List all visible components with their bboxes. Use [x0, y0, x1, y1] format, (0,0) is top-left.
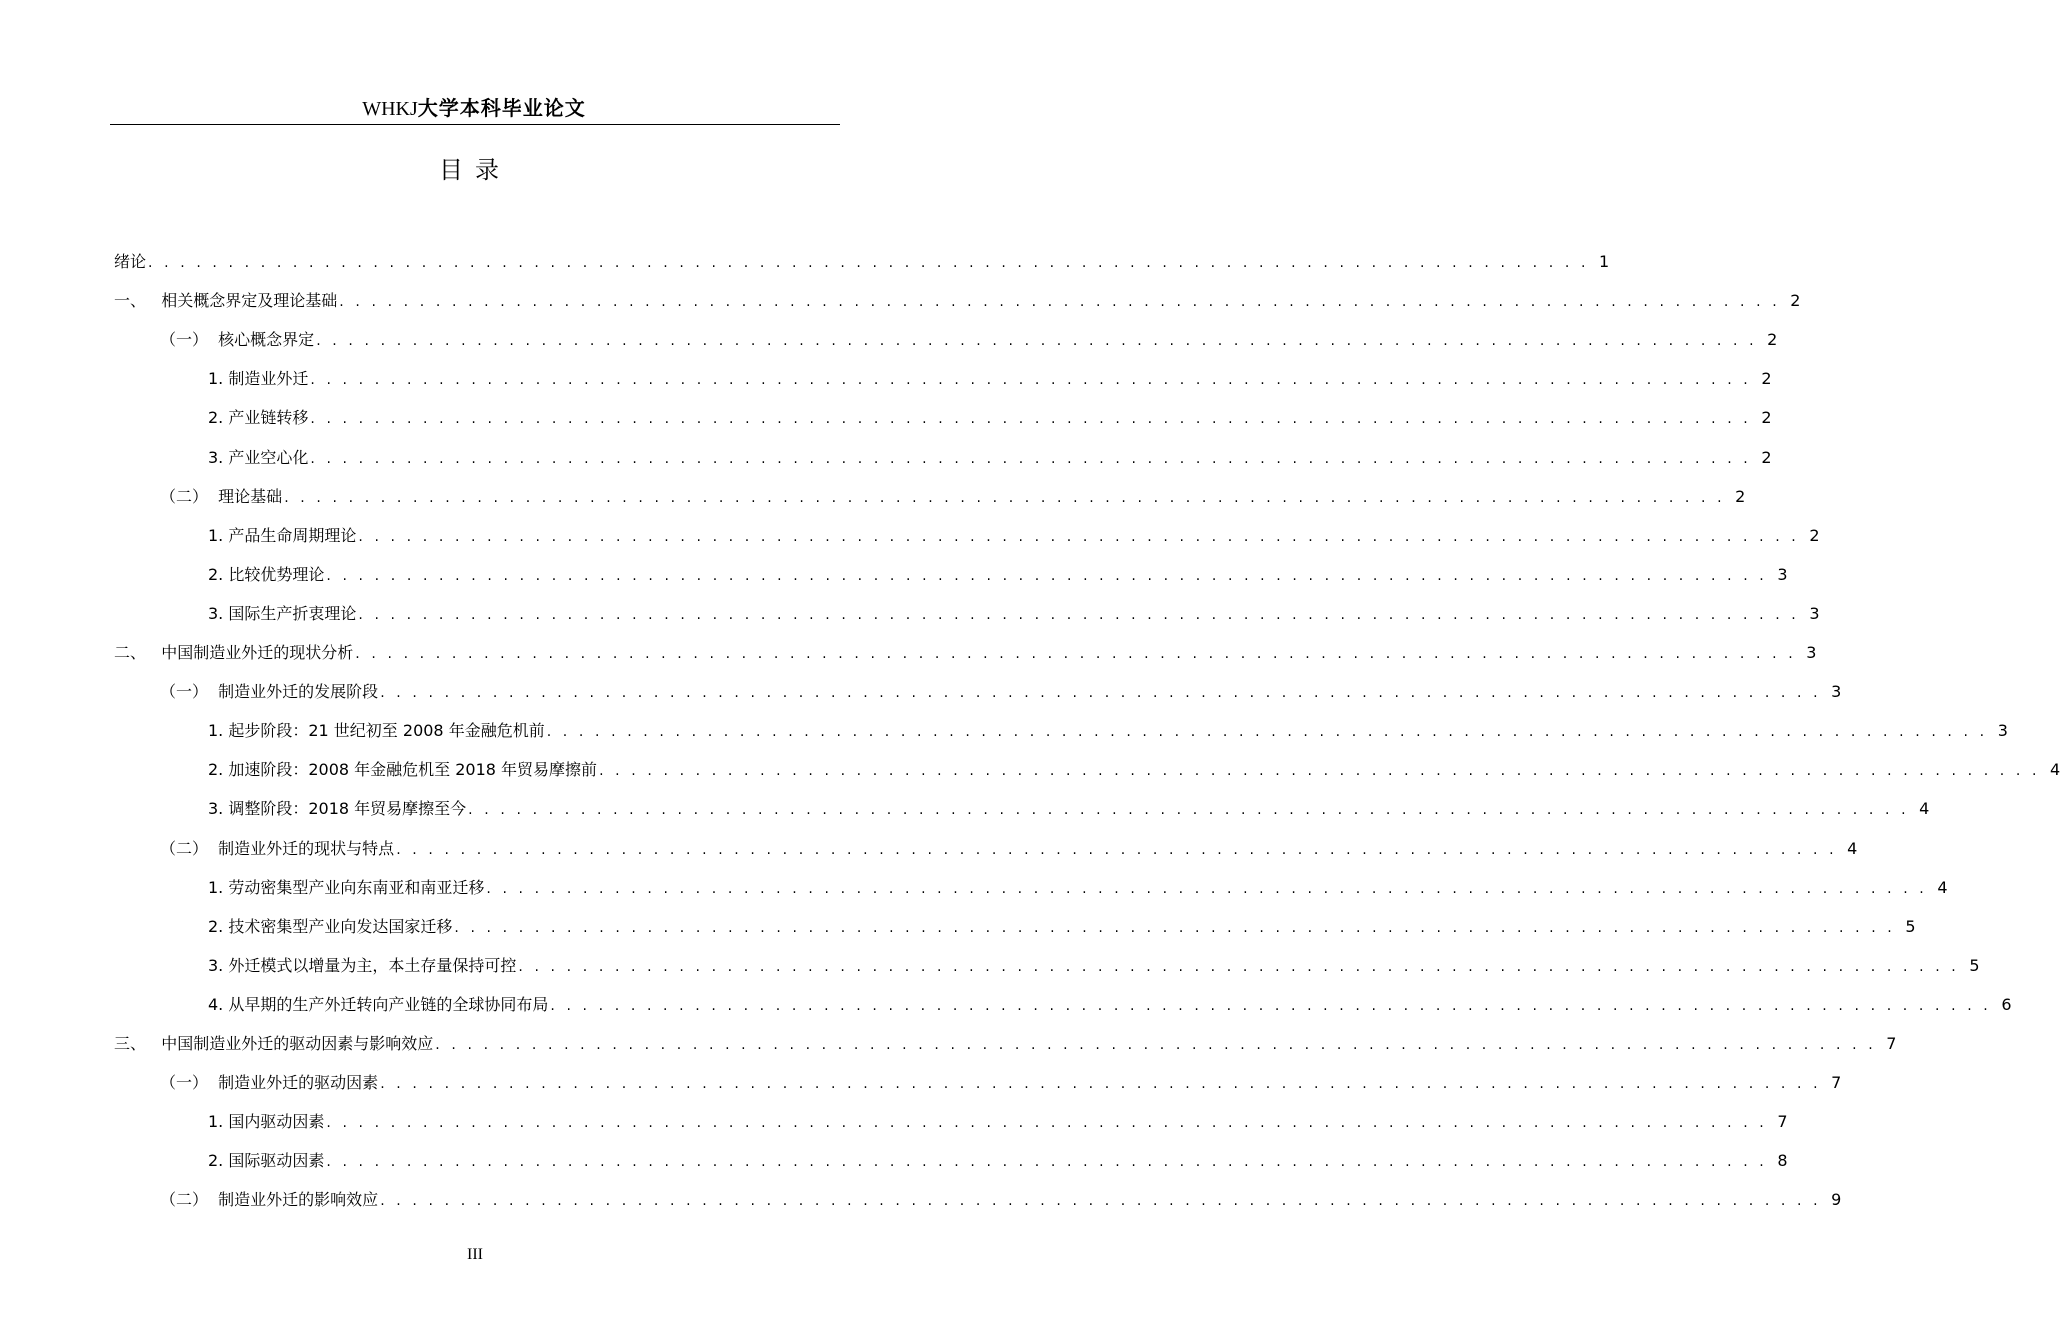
- toc-entry-page: 4: [1919, 799, 1930, 819]
- toc-entry[interactable]: [208, 561, 1788, 589]
- toc-entry[interactable]: [208, 913, 1916, 941]
- running-header: [110, 94, 838, 122]
- toc-dot-leader: . . . . . . . . . . . . . . . . . . . . . . . . . . . . . . . . . . . . . . . . . . . . . . . . . . . . . . . . . . . . . . . . . . . . . . . . . . . . . . . . . . . . . . . . . .: [310, 450, 1752, 467]
- toc-entry-label: 3. 外迁模式以增量为主，本土存量保持可控: [208, 955, 517, 975]
- toc-entry-label: （一） 制造业外迁的发展阶段: [160, 682, 379, 702]
- toc-entry[interactable]: [160, 835, 1858, 863]
- toc-entry-page: 2: [1809, 525, 1820, 545]
- toc-entry[interactable]: [208, 717, 2008, 745]
- toc-entry[interactable]: [208, 756, 2060, 784]
- toc-entry-page: 5: [1969, 955, 1980, 975]
- toc-entry-page: 2: [1767, 330, 1778, 350]
- toc-entry-label: 2. 国际驱动因素: [208, 1151, 325, 1171]
- toc-entry-label: 3. 国际生产折衷理论: [208, 603, 357, 623]
- footer-page-number: III: [467, 1246, 483, 1263]
- toc-entry[interactable]: [208, 404, 1772, 432]
- toc-dot-leader: . . . . . . . . . . . . . . . . . . . . . . . . . . . . . . . . . . . . . . . . . . . . . . . . . . . . . . . . . . . . . . . . . . . . . . . . . . . . . . . . . . . . . . . . . .: [326, 1154, 1768, 1171]
- toc-entry[interactable]: [114, 1030, 1897, 1058]
- toc-entry[interactable]: [160, 1186, 1842, 1214]
- toc-entry-page: 2: [1790, 291, 1801, 311]
- toc-dot-leader: . . . . . . . . . . . . . . . . . . . . . . . . . . . . . . . . . . . . . . . . . . . . . . . . . . . . . . . . . . . . . . . . . . . . . . . . . . . . . . . . . . . . . . . . . .: [358, 528, 1800, 545]
- toc-entry[interactable]: [208, 991, 2012, 1019]
- toc-entry-page: 2: [1761, 369, 1772, 389]
- toc-entry-page: 7: [1777, 1112, 1788, 1132]
- toc-entry[interactable]: [208, 600, 1820, 628]
- toc-entry[interactable]: [160, 678, 1842, 706]
- toc-dot-leader: . . . . . . . . . . . . . . . . . . . . . . . . . . . . . . . . . . . . . . . . . . . . . . . . . . . . . . . . . . . . . . . . . . . . . . . . . . . . . . . . . . . . . . . . . .: [326, 567, 1768, 584]
- toc-entry[interactable]: [160, 326, 1778, 354]
- toc-entry[interactable]: [208, 874, 1948, 902]
- toc-entry-page: 5: [1905, 916, 1916, 936]
- toc-entry[interactable]: [160, 1069, 1842, 1097]
- header-rule: [110, 124, 840, 125]
- toc-dot-leader: . . . . . . . . . . . . . . . . . . . . . . . . . . . . . . . . . . . . . . . . . . . . . . . . . . . . . . . . . . . . . . . . . . . . . . . . . . . . . . . . . . . . . . . . . .: [396, 841, 1838, 858]
- toc-entry-page: 7: [1831, 1073, 1842, 1093]
- toc-entry-page: 4: [1847, 838, 1858, 858]
- toc-entry-label: （二） 制造业外迁的影响效应: [160, 1190, 379, 1210]
- toc-dot-leader: . . . . . . . . . . . . . . . . . . . . . . . . . . . . . . . . . . . . . . . . . . . . . . . . . . . . . . . . . . . . . . . . . . . . . . . . . . . . . . . . . . . . . . . . . .: [326, 1115, 1768, 1132]
- toc-entry-page: 3: [1809, 603, 1820, 623]
- toc-entry[interactable]: [208, 1147, 1788, 1175]
- toc-dot-leader: . . . . . . . . . . . . . . . . . . . . . . . . . . . . . . . . . . . . . . . . . . . . . . . . . . . . . . . . . . . . . . . . . . . . . . . . . . . . . . . . . . . . . . . . . .: [380, 685, 1822, 702]
- toc-entry[interactable]: [208, 444, 1772, 472]
- toc-dot-leader: . . . . . . . . . . . . . . . . . . . . . . . . . . . . . . . . . . . . . . . . . . . . . . . . . . . . . . . . . . . . . . . . . . . . . . . . . . . . . . . . . . . . . . . . . .: [454, 919, 1896, 936]
- toc-entry-page: 4: [1937, 877, 1948, 897]
- toc-dot-leader: . . . . . . . . . . . . . . . . . . . . . . . . . . . . . . . . . . . . . . . . . . . . . . . . . . . . . . . . . . . . . . . . . . . . . . . . . . . . . . . . . . . . . . . . . .: [310, 411, 1752, 428]
- toc-entry-page: 2: [1735, 486, 1746, 506]
- toc-dot-leader: . . . . . . . . . . . . . . . . . . . . . . . . . . . . . . . . . . . . . . . . . . . . . . . . . . . . . . . . . . . . . . . . . . . . . . . . . . . . . . . . . . . . . . . . . .: [435, 1037, 1877, 1053]
- toc-entry-label: 2. 加速阶段：2008 年金融危机至 2018 年贸易摩擦前: [208, 760, 598, 780]
- toc-entry[interactable]: [208, 952, 1980, 980]
- toc-entry[interactable]: [160, 483, 1746, 511]
- toc-dot-leader: . . . . . . . . . . . . . . . . . . . . . . . . . . . . . . . . . . . . . . . . . . . . . . . . . . . . . . . . . . . . . . . . . . . . . . . . . . . . . . . . . . . . . . . . . .: [148, 255, 1589, 271]
- toc-entry[interactable]: [208, 795, 1930, 823]
- toc-dot-leader: . . . . . . . . . . . . . . . . . . . . . . . . . . . . . . . . . . . . . . . . . . . . . . . . . . . . . . . . . . . . . . . . . . . . . . . . . . . . . . . . . . . . . . . . . .: [284, 489, 1726, 506]
- toc-entry-label: 绪论: [114, 252, 147, 271]
- toc-dot-leader: . . . . . . . . . . . . . . . . . . . . . . . . . . . . . . . . . . . . . . . . . . . . . . . . . . . . . . . . . . . . . . . . . . . . . . . . . . . . . . . . . . . . . . . . . .: [518, 958, 1960, 975]
- page-title: 目录: [439, 156, 511, 184]
- toc-entry-label: （一） 制造业外迁的驱动因素: [160, 1073, 379, 1093]
- toc-dot-leader: . . . . . . . . . . . . . . . . . . . . . . . . . . . . . . . . . . . . . . . . . . . . . . . . . . . . . . . . . . . . . . . . . . . . . . . . . . . . . . . . . . . . . . . . . .: [310, 372, 1752, 389]
- toc-entry-label: 3. 调整阶段：2018 年贸易摩擦至今: [208, 799, 467, 819]
- toc-dot-leader: . . . . . . . . . . . . . . . . . . . . . . . . . . . . . . . . . . . . . . . . . . . . . . . . . . . . . . . . . . . . . . . . . . . . . . . . . . . . . . . . . . . . . . . . . .: [599, 763, 2041, 780]
- toc-entry-label: 2. 产业链转移: [208, 408, 309, 428]
- toc-entry-label: 2. 比较优势理论: [208, 564, 325, 584]
- toc-entry-page: 6: [2001, 994, 2012, 1014]
- toc-entry-page: 7: [1886, 1034, 1897, 1053]
- toc-entry-label: （二） 理论基础: [160, 486, 283, 506]
- toc-entry-label: 1. 国内驱动因素: [208, 1112, 325, 1132]
- toc-entry-page: 4: [2050, 760, 2060, 780]
- toc-entry[interactable]: [114, 248, 1610, 276]
- toc-dot-leader: . . . . . . . . . . . . . . . . . . . . . . . . . . . . . . . . . . . . . . . . . . . . . . . . . . . . . . . . . . . . . . . . . . . . . . . . . . . . . . . . . . . . . . . . . .: [380, 1076, 1822, 1093]
- toc-dot-leader: . . . . . . . . . . . . . . . . . . . . . . . . . . . . . . . . . . . . . . . . . . . . . . . . . . . . . . . . . . . . . . . . . . . . . . . . . . . . . . . . . . . . . . . . . .: [546, 724, 1988, 741]
- toc-dot-leader: . . . . . . . . . . . . . . . . . . . . . . . . . . . . . . . . . . . . . . . . . . . . . . . . . . . . . . . . . . . . . . . . . . . . . . . . . . . . . . . . . . . . . . . . . .: [550, 997, 1992, 1014]
- toc-dot-leader: . . . . . . . . . . . . . . . . . . . . . . . . . . . . . . . . . . . . . . . . . . . . . . . . . . . . . . . . . . . . . . . . . . . . . . . . . . . . . . . . . . . . . . . . . .: [316, 333, 1758, 350]
- toc-dot-leader: . . . . . . . . . . . . . . . . . . . . . . . . . . . . . . . . . . . . . . . . . . . . . . . . . . . . . . . . . . . . . . . . . . . . . . . . . . . . . . . . . . . . . . . . . .: [339, 294, 1781, 311]
- toc-entry-label: （一） 核心概念界定: [160, 330, 315, 350]
- header-cjk: 大学本科毕业论文: [417, 96, 586, 120]
- toc-entry-page: 3: [1806, 643, 1817, 662]
- toc-entry-page: 3: [1997, 721, 2008, 741]
- toc-entry-label: 4. 从早期的生产外迁转向产业链的全球协同布局: [208, 994, 549, 1014]
- toc-entry-label: 1. 起步阶段：21 世纪初至 2008 年金融危机前: [208, 721, 545, 741]
- toc-dot-leader: . . . . . . . . . . . . . . . . . . . . . . . . . . . . . . . . . . . . . . . . . . . . . . . . . . . . . . . . . . . . . . . . . . . . . . . . . . . . . . . . . . . . . . . . . .: [486, 880, 1928, 897]
- toc-dot-leader: . . . . . . . . . . . . . . . . . . . . . . . . . . . . . . . . . . . . . . . . . . . . . . . . . . . . . . . . . . . . . . . . . . . . . . . . . . . . . . . . . . . . . . . . . .: [380, 1193, 1822, 1210]
- toc-entry[interactable]: [208, 1108, 1788, 1136]
- toc-entry[interactable]: [114, 639, 1817, 667]
- toc-entry-label: 2. 技术密集型产业向发达国家迁移: [208, 916, 453, 936]
- toc-entry-label: 三、 中国制造业外迁的驱动因素与影响效应: [114, 1034, 434, 1053]
- toc-entry-label: 1. 制造业外迁: [208, 369, 309, 389]
- toc-entry-page: 8: [1777, 1151, 1788, 1171]
- toc-entry-label: 二、 中国制造业外迁的现状分析: [114, 643, 354, 662]
- toc-dot-leader: . . . . . . . . . . . . . . . . . . . . . . . . . . . . . . . . . . . . . . . . . . . . . . . . . . . . . . . . . . . . . . . . . . . . . . . . . . . . . . . . . . . . . . . . . .: [468, 802, 1910, 819]
- toc-entry-label: 3. 产业空心化: [208, 447, 309, 467]
- toc-entry-label: 一、 相关概念界定及理论基础: [114, 291, 338, 311]
- header-latin: WHKJ: [362, 98, 418, 120]
- toc-entry-page: 9: [1831, 1190, 1842, 1210]
- toc-entry-page: 3: [1777, 564, 1788, 584]
- toc-entry-label: 1. 劳动密集型产业向东南亚和南亚迁移: [208, 877, 485, 897]
- toc-entry[interactable]: [114, 287, 1801, 315]
- toc-entry[interactable]: [208, 365, 1772, 393]
- toc-entry-page: 2: [1761, 408, 1772, 428]
- toc-entry-page: 2: [1761, 447, 1772, 467]
- toc-entry-label: （二） 制造业外迁的现状与特点: [160, 838, 395, 858]
- toc-entry-page: 1: [1599, 252, 1610, 271]
- toc-dot-leader: . . . . . . . . . . . . . . . . . . . . . . . . . . . . . . . . . . . . . . . . . . . . . . . . . . . . . . . . . . . . . . . . . . . . . . . . . . . . . . . . . . . . . . . . . .: [358, 606, 1800, 623]
- toc-entry-page: 3: [1831, 682, 1842, 702]
- toc-entry[interactable]: [208, 522, 1820, 550]
- toc-dot-leader: . . . . . . . . . . . . . . . . . . . . . . . . . . . . . . . . . . . . . . . . . . . . . . . . . . . . . . . . . . . . . . . . . . . . . . . . . . . . . . . . . . . . . . . . . .: [355, 646, 1797, 662]
- toc-entry-label: 1. 产品生命周期理论: [208, 525, 357, 545]
